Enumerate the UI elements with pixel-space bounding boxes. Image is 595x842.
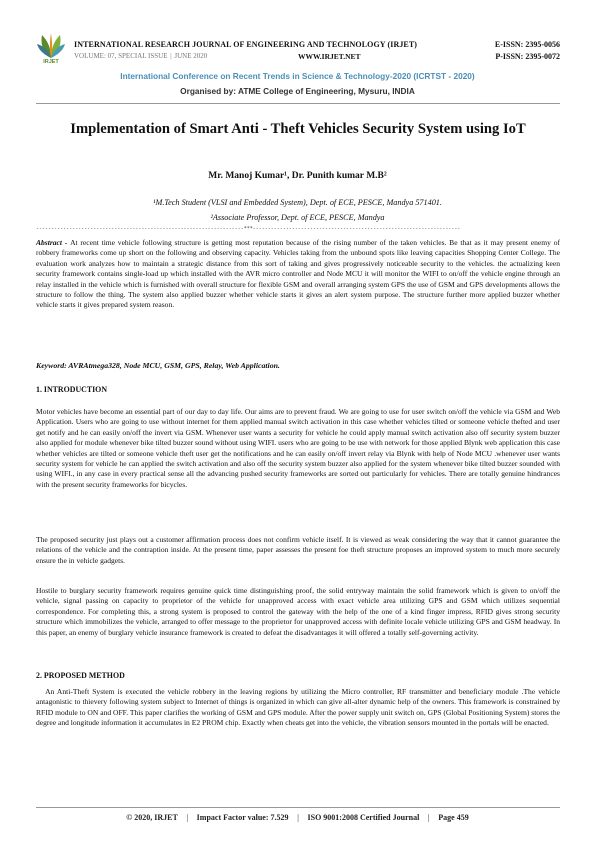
abstract-label: Abstract — [36, 238, 62, 247]
journal-name: INTERNATIONAL RESEARCH JOURNAL OF ENGINEERING AND TECHNOLOGY (IRJET) — [74, 40, 418, 49]
intro-paragraph-3: Hostile to burglary security framework requires genuine quick time distinguishing proof, the solid entryway maintain the solid framework which is given to on/off the vehicle, signal passing on capacity to proprietor of the vehicle for unapproved access with exact vehicle area utilizing GPS and GSM which utilizes sequential correspondence. For completing this, a strong system is proposed to control the gateway with the help of the one of a kind finger impress, RFID gives strong security structure which immobilizes the vehicle, arranged to offer message to the proprietor for unapproved access with definite locale vehicle utilizing GPS and GSM headway. In this paper, an enemy of burglary vehicle insurance framework is created to defeat the disadvantages it will offered a totally self-governing activity. — [36, 586, 560, 637]
section-heading-proposed-method: 2. PROPOSED METHOD — [36, 671, 125, 680]
keywords: Keyword: AVRAtmega328, Node MCU, GSM, GPS, Relay, Web Application. — [36, 361, 280, 370]
abstract-text: At recent time vehicle following structure is getting most reputation because of the rising number of the taken vehicles. Be that as it may present enemy of robbery frameworks come up short on the following and observing capacity. Vehicles taking from the unbound spots like leaving capacities Shopping Center College. The evaluation work analyzes how to maintain a strategic distance from this sort of taking and gives progressively noticeable security to the vehicles. the actualizing keen security framework contains single-load up which installed with the AVR micro controller and Node MCU it will monitor the WIFI to on/off the vehicle engine through an relay installed in the vehicle which is furnished with overall structure for flexible GSM and overall arranging system GPS the use of GSM and GPS developments allows the structure to follow the thing. The system also applied buzzer whether vehicle starts it gives an alert system purpose. The structure further more applied buzzer whether vehicle starts it gives prepared system reason. — [36, 238, 560, 310]
paper-authors: Mr. Manoj Kumar¹, Dr. Punith kumar M.B² — [208, 171, 387, 181]
intro-paragraph-2: The proposed security just plays out a customer affirmation process does not confirm vehicle itself. It is viewed as weak considering the way that it cannot guarantee the relations of the vehicle and the contraption inside. At the present time, paper assesses the present foe theft structure proposes an improved system to much more securely ensure the in vehicle gadgets. — [36, 535, 560, 565]
affiliation-2: ²Associate Professor, Dept. of ECE, PESCE, Mandya — [210, 213, 385, 222]
conference-line: International Conference on Recent Trends in Science & Technology-2020 (ICRTST - 2020) — [120, 71, 475, 81]
intro-paragraph-1: Motor vehicles have become an essential part of our day to day life. Our aims are to prevent fraud. We are going to use for user switch on/off the vehicle via GSM and Web Application. Users who are going to use without internet for them applied manual switch activation in this case whether vehicles tilted or someone vehicle thefted and user get notify and he can easily on/off the invert via GSM. Whenever user wants a security for vehicle he could apply manual switch activation also off security system buzzer also applied for module whenever bike tilted buzzer sound without using WIFI. users who are going to be use with network for those applied Blynk web application this case whether vehicles are tilted or someone vehicle theft user get the notifications and he can easily on/off invert relay via Blynk with help of Node MCU .whenever user wants security system for vehicle he can applied the switch activation and also off the security system buzzer also applied for the system whenever bike tilted buzzer sounded with using WIFI., in any case in every practical sense all the advancing pushed security frameworks are sorted out particularly for vehicles. There are totally genuine hindrances with the present security frameworks for bicycles. — [36, 407, 560, 489]
abstract-dash: - — [62, 238, 71, 247]
meta-divider: | — [170, 52, 172, 60]
eissn: E-ISSN: 2395-0056 — [494, 40, 560, 49]
paper-title: Implementation of Smart Anti - Theft Vehicles Security System using IoT — [70, 121, 526, 137]
method-paragraph-1 — [36, 687, 560, 729]
irjet-logo — [36, 31, 64, 69]
separator-line: ---------------------------------------------------------------------***--------------------------------------------------------------------- — [36, 226, 461, 232]
volume-text: VOLUME: 07, SPECIAL ISSUE — [74, 52, 168, 60]
footer-divider — [36, 807, 560, 808]
journal-url[interactable]: WWW.IRJET.NET — [298, 52, 361, 61]
footer-divider-1: | — [186, 813, 188, 822]
footer-divider-2: | — [297, 813, 299, 822]
footer-divider-3: | — [427, 813, 430, 822]
section-heading-introduction: 1. INTRODUCTION — [36, 385, 108, 394]
affiliation-1: ¹M.Tech Student (VLSI and Embedded System), Dept. of ECE, PESCE, Mandya 571401. — [153, 198, 442, 207]
pissn: P-ISSN: 2395-0072 — [495, 52, 560, 61]
issue-date: JUNE 2020 — [174, 52, 208, 60]
logo-wordmark: IRJET — [43, 59, 59, 65]
organiser-line: Organised by: ATME College of Engineering, Mysuru, INDIA — [180, 86, 415, 96]
footer-page-number: Page 459 — [438, 813, 469, 822]
leaf-logo-icon — [36, 31, 66, 61]
journal-header — [36, 31, 560, 73]
footer-impact-label: Impact Factor value: — [196, 813, 269, 822]
footer-impact-value: 7.529 — [270, 813, 289, 822]
footer-copyright: © 2020, IRJET — [126, 813, 178, 822]
header-divider — [36, 103, 560, 104]
journal-volume — [74, 52, 207, 60]
abstract — [36, 238, 560, 311]
footer-iso: ISO 9001:2008 Certified Journal — [307, 813, 420, 822]
method-text: An Anti-Theft System is executed the vehicle robbery in the leaving regions by utilizing the Micro controller, RF transmitter and beneficiary module .The vehicle antagonistic to thievery following system subject to Internet of things is organized in which can give all-alter dynamic help of the owners. This framework is constrained by RFID module to ON and OFF. This paper clarifies the working of GSM and GPS module. After the power supply unit switch on, GPS (Global Positioning System) stores the degree and longitude information it accumulates in E2 PROM chip. Exactly when cheats get into the vehicle, the vibration sensors mounted in the portals will be enacted. — [36, 687, 560, 728]
page-footer — [0, 813, 595, 822]
